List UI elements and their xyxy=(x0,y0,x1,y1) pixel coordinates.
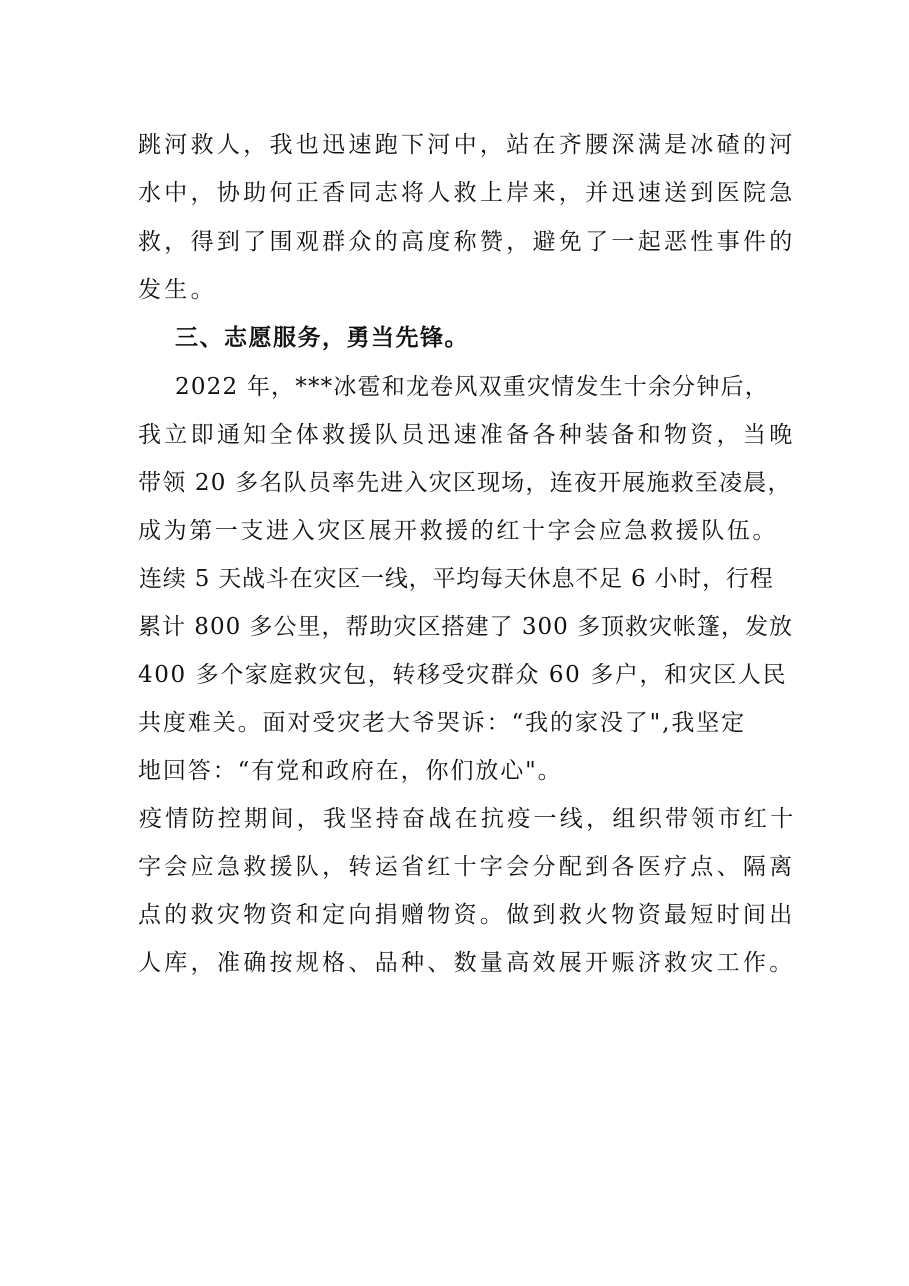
paragraph-line: 字会应急救援队，转运省红十字会分配到各医疗点、隔离 xyxy=(138,854,796,880)
paragraph-line: 我立即通知全体救援队员迅速准备各种装备和物资，当晚 xyxy=(138,422,796,448)
paragraph-line: 连续 5 天战斗在灾区一线，平均每天休息不足 6 小时，行程 xyxy=(139,566,774,592)
paragraph-line: 带领 20 多名队员率先进入灾区现场，连夜开展施救至凌晨， xyxy=(138,470,792,496)
paragraph-line: 发生。 xyxy=(138,277,217,303)
paragraph-line: 成为第一支进入灾区展开救援的红十字会应急救援队伍。 xyxy=(138,518,778,544)
paragraph-line: 累计 800 多公里，帮助灾区搭建了 300 多顶救灾帐篷，发放 xyxy=(138,614,794,640)
paragraph-line: 跳河救人，我也迅速跑下河中，站在齐腰深满是冰碴的河 xyxy=(138,132,796,158)
paragraph-line: 2022 年，***冰雹和龙卷风双重灾情发生十余分钟后， xyxy=(175,374,769,400)
paragraph-line: 救，得到了围观群众的高度称赞，避免了一起恶性事件的 xyxy=(138,229,796,255)
paragraph-line: 地回答：“有党和政府在，你们放心"。 xyxy=(138,758,563,784)
paragraph-line: 水中，协助何正香同志将人救上岸来，并迅速送到医院急 xyxy=(138,180,796,206)
paragraph-line: 疫情防控期间，我坚持奋战在抗疫一线，组织带领市红十 xyxy=(139,806,797,832)
paragraph-line: 人库，准确按规格、品种、数量高效展开赈济救灾工作。 xyxy=(138,950,796,976)
paragraph-line: 400 多个家庭救灾包，转移受灾群众 60 多户，和灾区人民 xyxy=(138,662,788,688)
paragraph-line: 点的救灾物资和定向捐赠物资。做到救火物资最短时间出 xyxy=(138,902,796,928)
paragraph-line: 共度难关。面对受灾老大爷哭诉：“我的家没了",我坚定 xyxy=(138,710,747,736)
section-heading: 三、志愿服务，勇当先锋。 xyxy=(175,324,469,351)
